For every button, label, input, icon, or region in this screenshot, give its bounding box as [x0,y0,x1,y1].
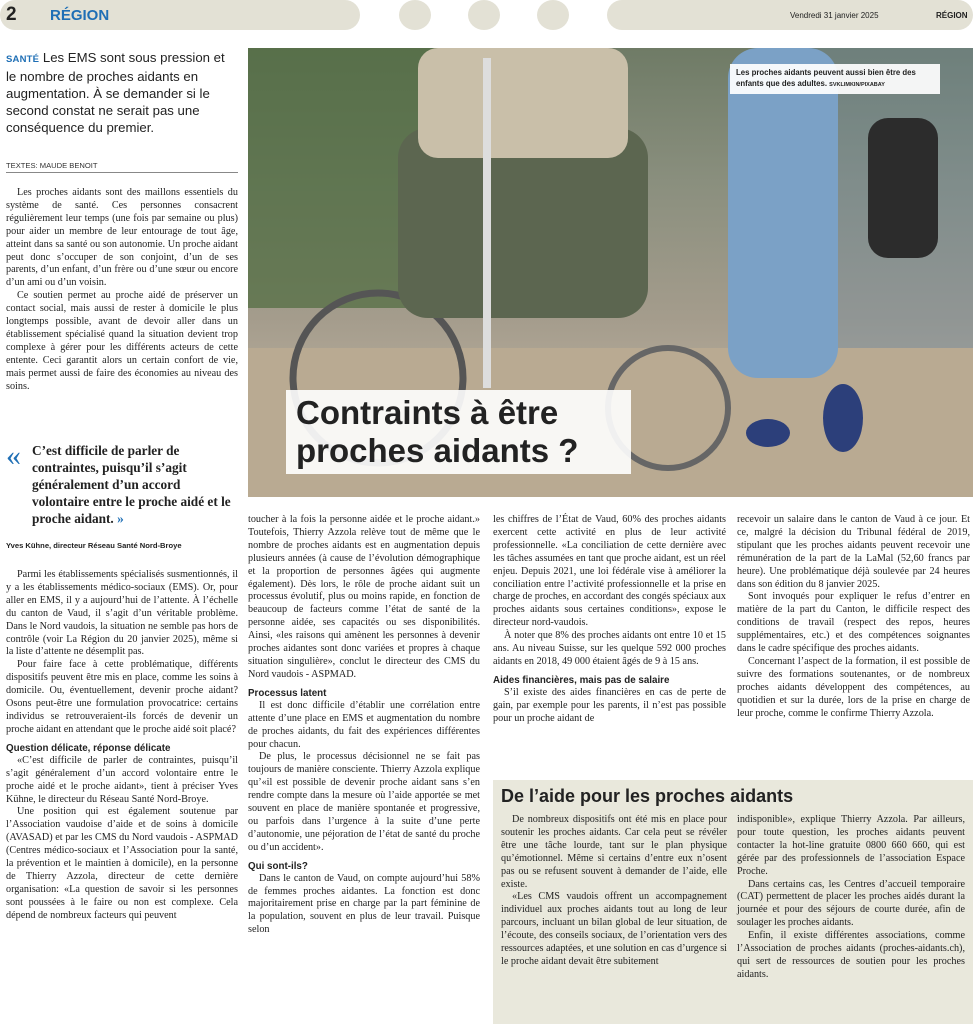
header-dot-1 [399,0,431,30]
subheading: Aides financières, mais pas de salaire [493,674,670,686]
paragraph: Concernant l’aspect de la formation, il est possible de suivre des formations soutenantes, or de nombreux proches aidants développent des compétences, au quotidien et sur la durée, lors de la prise en charge de leur proche, comme le confirme Thierry Azzola. [737,655,970,719]
paragraph: S’il existe des aides financières en cas de perte de gain, par exemple pour les parents, il n’est pas possible pour un proche aidant de [493,686,726,724]
photo-caption: Les proches aidants peuvent aussi bien être des enfants que des adultes. SVKLIMKIN/PIXABAY [730,64,940,94]
paragraph: Dans certains cas, les Centres d’accueil temporaire (CAT) permettent de placer les proches aidés durant la journée et pour des séjours de courte durée, afin de soulager les proches aidants. [737,878,965,929]
paragraph: toucher à la fois la personne aidée et le proche aidant.» Toutefois, Thierry Azzola relève tout de même que le nombre de proches aidants est en augmentation depuis plusieurs années (à cause de l’évolution démographique et la proportion de personnes âgées qui augmente également). Dès lors, le rôle de proche aidant suit un processus évolutif, plus ou moins rapide, en fonction de beaucoup de facteurs comme l’état de santé de la personne aidée, ses capacités ou ses disponibilités. Ainsi, «les raisons qui amènent les personnes à devenir proches aidantes sont donc variées et propres à chaque situation singulière», conclut le directeur des CMS du Nord vaudois - ASPMAD. [248,514,480,680]
paragraph: Sont invoqués pour expliquer le refus d’entrer en matière de la part du Canton, le difficile respect des conditions de travail (respect des repos, heures supplémentaires, etc.) et des compétences soignantes dans le cadre spécifique des proches aidants. [737,591,970,655]
lead-kicker: SANTÉ [6,54,40,65]
photo-credit: SVKLIMKIN/PIXABAY [829,81,885,88]
subheading: Processus latent [248,687,327,699]
paragraph: Parmi les établissements spécialisés susmentionnés, il y a les établissements médico-sociaux (EMS). Or, pour aller en EMS, il y a aujourd’hui de l’attente. À l’échelle du canton de Vaud, il s’agit d’un véritable problème. Dans le Nord vaudois, la situation ne semble pas hors de contrôle (voir La Région du 20 janvier 2025), même si la liste d’attente ne désemplit pas. [6,569,238,658]
quote-close-icon: » [117,511,124,526]
info-box-right [737,814,965,982]
paragraph: Ce soutien permet au proche aidé de préserver un contact social, mais aussi de rester à domicile le plus longtemps possible, avant de devoir aller dans un établissement spécialisé quand la situation devient trop complexe à gérer pour les différents acteurs de cette entente. Ceci garantit alors un certain confort de vie, mais permet aussi de faire des économies au niveau des soins. [6,290,238,392]
info-box-title: De l’aide pour les proches aidants [501,786,794,806]
lead-text: Les EMS sont sous pression et le nombre de proches aidants en augmentation. À se demander si le second constat ne serait pas une conséquence du premier. [6,50,225,135]
column-1-top [6,187,238,394]
paragraph: indisponible», explique Thierry Azzola. Par ailleurs, pour toute question, les proches aidants peuvent contacter la hot-line gratuite 0800 660 660, qui est gérée par des professionnels de l’association Espace Proche. [737,814,965,877]
header-dot-3 [537,0,569,30]
byline: TEXTES: MAUDE BENOIT [6,161,238,173]
pull-quote-source: Yves Kühne, directeur Réseau Santé Nord-Broye [6,541,182,550]
lead [6,49,238,136]
info-box [493,780,973,1024]
header-date: Vendredi 31 janvier 2025 [790,11,879,20]
column-4 [737,514,970,721]
header-dot-2 [468,0,500,30]
paragraph: Enfin, il existe différentes associations, comme l’Association de proches aidants (proches-aidants.ch), qui sert de ressources de soutien pour les proches aidants. [737,930,965,980]
paragraph: Il est donc difficile d’établir une corrélation entre attente d’une place en EMS et augmentation du nombre de proches aidants, du fait des expériences différentes pour chacun. [248,699,480,750]
column-2 [248,514,480,937]
paragraph: De nombreux dispositifs ont été mis en place pour soutenir les proches aidants. Car cela peut se révéler être une tâche lourde, tant sur le plan physique qu’émotionnel. Même si certains d’entre eux n’osent pas ou se refusent souvent à demander de l’aide, elle existe. [501,814,727,890]
column-1-bottom [6,569,238,923]
paragraph: «C’est difficile de parler de contraintes, puisqu’il s’agit généralement d’un accord volontaire entre le proche aidé et le proche aidant», tient à préciser Yves Kühne, le directeur du Réseau Santé Nord-Broye. [6,754,238,805]
paragraph: Les proches aidants sont des maillons essentiels du système de santé. Ces personnes consacrent régulièrement leur temps (une fois par semaine ou plus) pour aider un membre de leur entourage de tout âge, atteint dans sa santé ou son autonomie. Un proche aidant peut donc s’occuper de son conjoint, d’un de ses parents, d’un enfant, d’un frère ou d’une sœur ou encore d’un ami ou d’un voisin. [6,187,238,289]
paragraph: Pour faire face à cette problématique, différents dispositifs peuvent être mis en place, comme les soins à domicile. Ou, éventuellement, devenir proche aidant? Osons peut-être une formulation provocatrice: certains individus se retrouveraient-ils forcés de devenir un proche aidant en attendant que le proche aidé soit placé? [6,659,238,735]
quote-open-icon: « [6,439,21,472]
article-photo [248,48,973,497]
column-3 [493,514,726,726]
paragraph: À noter que 8% des proches aidants ont entre 10 et 15 ans. Au niveau Suisse, sur les quelque 592 000 proches aidants en 2018, 49 000 étaient âgés de 9 à 15 ans. [493,630,726,667]
section-name: RÉGION [50,7,110,24]
subheading: Qui sont-ils? [248,860,308,872]
paragraph: De plus, le processus décisionnel ne se fait pas toujours de manière consciente. Thierry Azzola explique qu’«il est possible de devenir proche aidant sans s’en rendre compte dans la mesure où l’aide apportée se met souvent en place de manière spontanée et progressive, ou parfois dans l’urgence à la suite d’une perte d’autonomie, une péjoration de l’état de santé du proche ou d’un accident». [248,751,480,853]
header-section-right: RÉGION [936,11,968,20]
info-box-left [501,814,727,969]
subheading: Question délicate, réponse délicate [6,742,171,754]
pull-quote [6,439,238,550]
page-number: 2 [6,4,17,25]
article-title: Contraints à être proches aidants ? [286,390,631,474]
paragraph: Dans le canton de Vaud, on compte aujourd’hui 58% de femmes proches aidantes. La fonction est donc majoritairement prise en charge par la part féminine de la population, souvent en plus de leur travail. Puisque selon [248,872,480,936]
paragraph: les chiffres de l’État de Vaud, 60% des proches aidants exercent cette activité en plus de leur activité professionnelle. «La conciliation de cette dernière avec les tâches assumées en tant que proche aidant, est un réel enjeu. Depuis 2021, une loi fédérale vise à améliorer la conciliation entre l’activité professionnelle et la prise en charge de proches, en accordant des congés spéciaux aux proches aidants sous certaines conditions», expose le directeur nord-vaudois. [493,514,726,629]
pull-quote-text: C’est difficile de parler de contraintes, puisqu’il s’agit généralement d’un accord volontaire entre le proche aidé et le proche aidant. [32,443,231,526]
paragraph: Une position qui est également soutenue par l’Association vaudoise d’aide et de soins à domicile (AVASAD) et par les CMS du Nord vaudois - ASPMAD (Centres médico-sociaux et l’Association pour la santé, la prévention et le maintien à domicile), en la personne de Thierry Azzola, directeur de cette dernière organisation: «La question de savoir si les personnes sont poussées à le faire ou non est complexe. Cela dépend de nombreux facteurs qui peuvent [6,806,238,921]
paragraph: recevoir un salaire dans le canton de Vaud à ce jour. Et ce, malgré la décision du Tribunal fédéral de 2019, stipulant que les proches aidants peuvent recevoir une rémunération de la part de la LaMal (52,60 francs par heure). Une problématique déjà soulevée par 24 heures dans son édition du 8 janvier 2025. [737,514,970,590]
paragraph: «Les CMS vaudois offrent un accompagnement individuel aux proches aidants tout au long de leur parcours, incluant un bilan global de leur situation, de l’écoute, des conseils sociaux, de l’orientation vers des ressources adaptées, et une solution en cas d’urgence si le proche aidant devait être subitement [501,891,727,967]
